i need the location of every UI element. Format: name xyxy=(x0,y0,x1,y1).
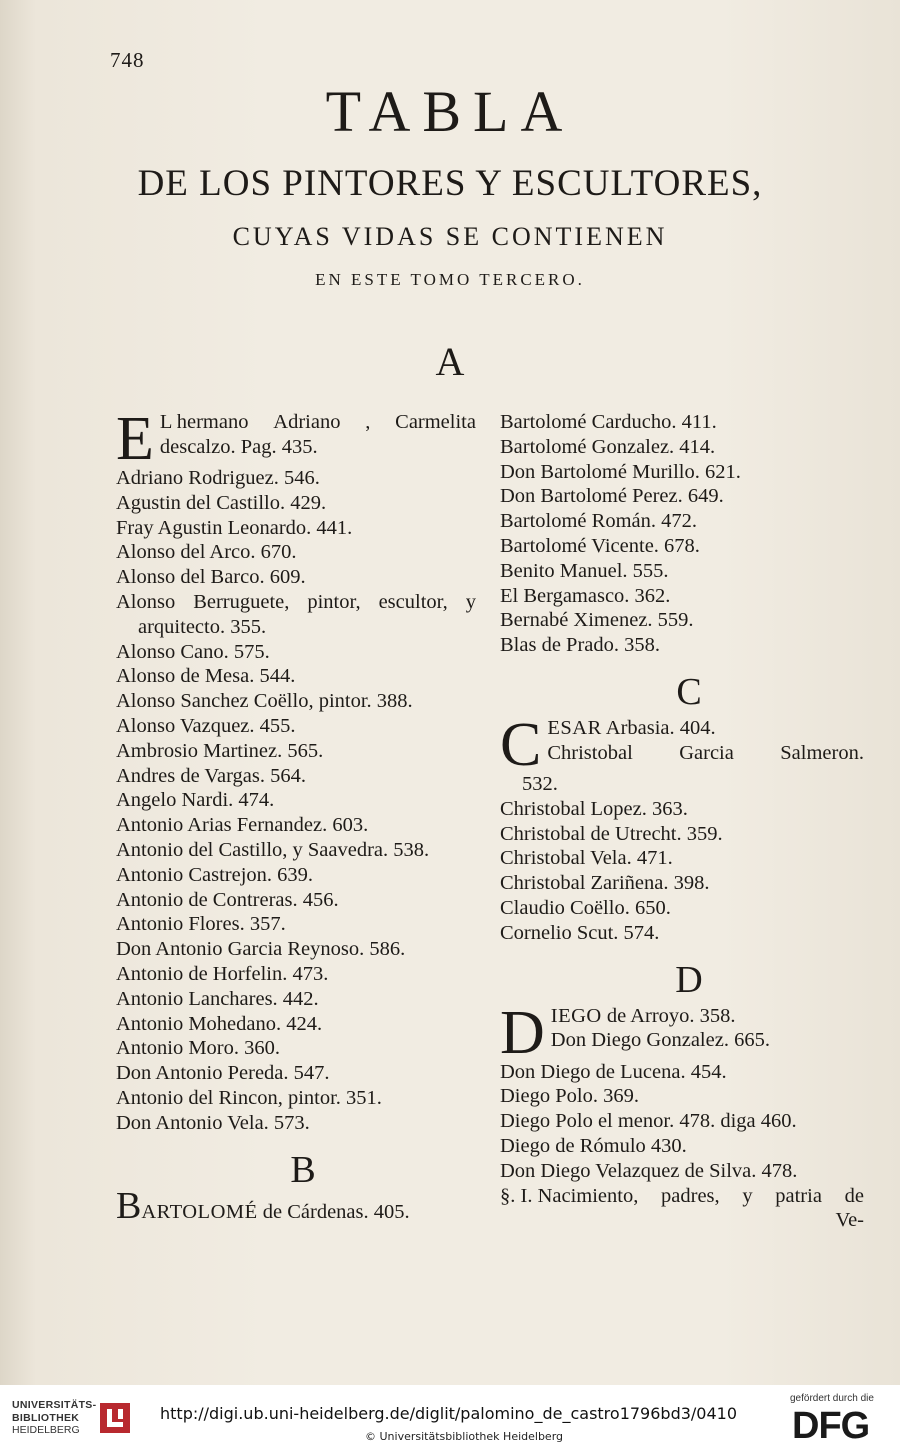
index-entry: Antonio Mohedano. 424. xyxy=(116,1012,323,1035)
index-entry: Bernabé Ximenez. 559. xyxy=(500,609,694,632)
index-entry: Bartolomé Gonzalez. 414. xyxy=(500,435,716,458)
title-subheading-2: CUYAS VIDAS SE CONTIENEN xyxy=(232,222,668,251)
index-entry: Antonio de Contreras. 456. xyxy=(116,888,339,911)
index-entry: Don Antonio Vela. 573. xyxy=(116,1111,310,1134)
index-entry: Alonso del Arco. 670. xyxy=(116,541,297,564)
index-entry: Bartolomé Carducho. 411. xyxy=(500,411,717,433)
index-entry: Agustin del Castillo. 429. xyxy=(116,491,327,514)
index-entry: Bartolomé Vicente. 678. xyxy=(500,534,700,557)
dfg-logo: DFG xyxy=(792,1405,870,1447)
index-entry: BARTOLOMÉ de Cárdenas. 405. xyxy=(116,1184,410,1227)
index-entry: Antonio del Rincon, pintor. 351. xyxy=(116,1086,382,1109)
index-entry: Antonio Flores. 357. xyxy=(116,913,286,936)
index-entry: Antonio Castrejon. 639. xyxy=(116,863,314,886)
index-entry-line: 532. xyxy=(522,772,558,795)
permalink-url[interactable]: http://digi.ub.uni-heidelberg.de/diglit/palomino_de_castro1796bd3/0410 xyxy=(160,1404,738,1423)
index-entry: Christobal Lopez. 363. xyxy=(500,797,688,820)
index-entry: Don Bartolomé Murillo. 621. xyxy=(500,460,741,483)
index-entry: Alonso Vazquez. 455. xyxy=(116,714,296,737)
index-entry: Antonio del Castillo, y Saavedra. 538. xyxy=(116,838,430,861)
index-entry: Don Antonio Garcia Reynoso. 586. xyxy=(116,938,406,961)
index-entry: Antonio de Horfelin. 473. xyxy=(116,962,329,985)
index-entry: Alonso Berruguete, pintor, escultor, y xyxy=(116,590,476,613)
index-entry: Diego de Rómulo 430. xyxy=(500,1134,687,1157)
index-entry-first xyxy=(500,1004,864,1060)
index-entry: Antonio Lanchares. 442. xyxy=(116,987,319,1010)
index-entry-first xyxy=(500,716,864,772)
index-entry: Don Antonio Pereda. 547. xyxy=(116,1062,330,1085)
index-entry: Cornelio Scut. 574. xyxy=(500,921,660,944)
index-entry: Fray Agustin Leonardo. 441. xyxy=(116,516,353,539)
section-heading-c: C xyxy=(676,670,702,713)
index-entry: Alonso Sanchez Coëllo, pintor. 388. xyxy=(116,690,413,713)
funding-label: gefördert durch die xyxy=(790,1393,874,1404)
index-entry: Christobal Vela. 471. xyxy=(500,847,673,870)
index-entry: Diego Polo. 369. xyxy=(500,1085,639,1108)
title-subheading: DE LOS PINTORES Y ESCULTORES, xyxy=(137,163,763,204)
index-entry: Don Diego de Lucena. 454. xyxy=(500,1060,727,1083)
index-entry-line: Don Diego Gonzalez. 665. xyxy=(550,1029,770,1052)
index-entry: Ambrosio Martinez. 565. xyxy=(116,739,324,762)
viewer-footer xyxy=(0,1385,900,1455)
drop-cap: D xyxy=(500,1003,545,1060)
index-entry: §. I. Nacimiento, padres, y patria de xyxy=(500,1184,864,1207)
index-entry: Don Bartolomé Perez. 649. xyxy=(500,485,724,508)
index-entry-line: descalzo. Pag. 435. xyxy=(159,435,318,458)
page-number: 748 xyxy=(110,48,145,72)
index-entry: Claudio Coëllo. 650. xyxy=(500,896,671,919)
index-entry-line: Christobal Garcia Salmeron. xyxy=(547,741,864,764)
drop-cap: E xyxy=(116,410,154,466)
index-entry: Antonio Moro. 360. xyxy=(116,1037,280,1060)
index-entry-line: ESAR Arbasia. 404. xyxy=(547,716,716,739)
catchword: Ve- xyxy=(835,1209,864,1232)
library-logo: UNIVERSITÄTS- BIBLIOTHEK HEIDELBERG xyxy=(12,1399,97,1436)
section-heading-b: B xyxy=(290,1148,316,1191)
index-entry: Christobal Zariñena. 398. xyxy=(500,872,710,895)
index-entry: Alonso Cano. 575. xyxy=(116,640,270,663)
drop-cap: B xyxy=(116,1184,142,1227)
section-heading-d: D xyxy=(675,958,703,1001)
index-column-right xyxy=(500,410,864,1233)
drop-cap: C xyxy=(500,715,542,772)
page-title: TABLA xyxy=(325,79,575,144)
index-entry-line: arquitecto. 355. xyxy=(138,615,267,638)
index-entry: Benito Manuel. 555. xyxy=(500,559,669,582)
title-subheading-3: EN ESTE TOMO TERCERO. xyxy=(315,270,585,289)
index-entry: Diego Polo el menor. 478. diga 460. xyxy=(500,1110,797,1133)
index-entry-line: IEGO de Arroyo. 358. xyxy=(550,1004,736,1027)
index-entry: El Bergamasco. 362. xyxy=(500,584,671,607)
index-entry: Alonso de Mesa. 544. xyxy=(116,665,296,688)
index-entry: Antonio Arias Fernandez. 603. xyxy=(116,814,369,837)
index-column-left xyxy=(116,410,476,1227)
index-entry: Andres de Vargas. 564. xyxy=(116,764,306,787)
library-logo-icon xyxy=(98,1401,132,1435)
index-entry: Blas de Prado. 358. xyxy=(500,634,660,657)
index-entry-first xyxy=(116,410,476,466)
index-entry: Adriano Rodriguez. 546. xyxy=(116,467,320,489)
index-entry: Angelo Nardi. 474. xyxy=(116,789,275,812)
index-entry-line: L hermano Adriano , Carmelita xyxy=(159,411,476,433)
index-entry: Alonso del Barco. 609. xyxy=(116,566,306,589)
section-heading-a: A xyxy=(435,339,465,384)
index-entry: Don Diego Velazquez de Silva. 478. xyxy=(500,1159,798,1182)
index-entry: Bartolomé Román. 472. xyxy=(500,510,698,533)
copyright-notice: © Universitätsbibliothek Heidelberg xyxy=(365,1430,564,1443)
index-entry: Christobal de Utrecht. 359. xyxy=(500,822,723,845)
